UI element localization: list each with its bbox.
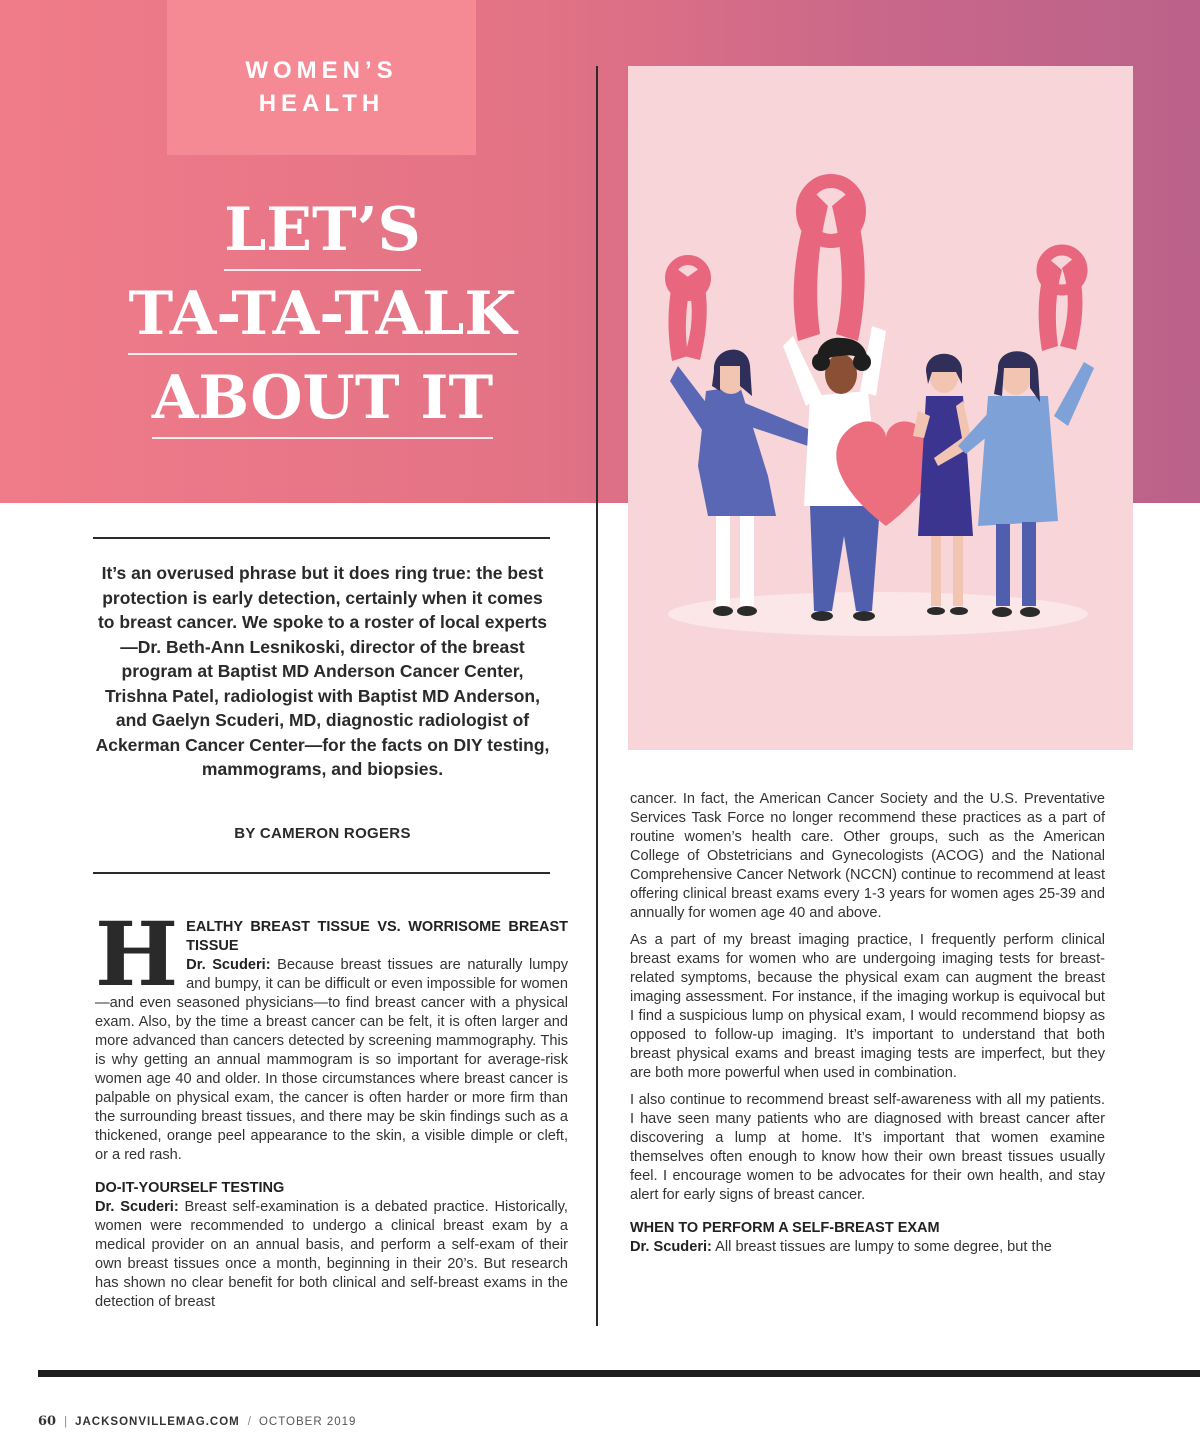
speaker-label: Dr. Scuderi: [95,1199,179,1215]
body-paragraph: I also continue to recommend breast self-awareness with all my patients. I have seen many patients who are diagnosed with breast cancer after discovering a lump at home. It’s important that women examine themselves often enough to know how their own breast tissues usually feel. I encourage women to be advocates for their own health, and stay alert for early signs of breast cancer. [630,1092,1105,1203]
section-heading-diy-testing: DO-IT-YOURSELF TESTING [95,1180,285,1196]
page-footer [38,1414,356,1429]
awareness-ribbons-women-illustration [628,66,1133,750]
speaker-label: Dr. Scuderi: [186,957,271,973]
section-label-box [167,0,476,155]
drop-cap: H [95,902,179,1006]
ribbon-icon-left [669,260,707,361]
footer-rule [38,1370,1200,1377]
byline: BY CAMERON ROGERS [234,825,411,842]
headline-line-1: LET’S [224,195,421,271]
ribbon-icon-right [1039,250,1083,351]
footer-date-separator: / [247,1415,251,1428]
headline-line-2: TA-TA-TALK [128,279,516,355]
right-body-column [630,790,1105,1265]
deck-top-rule [93,537,550,539]
body-paragraph: cancer. In fact, the American Cancer Society and the U.S. Preventative Services Task Force no longer recommend these practices as a part of routine women’s health care. Other groups, such as the American College of Obstetricians and Gynecologists (ACOG) and the National Comprehensive Cancer Network (NCCN) continue to recommend at least offering clinical breast exams every 1-3 years for women ages 25-39 and annually for women age 40 and above. [630,791,1105,921]
left-body-column [95,902,568,1320]
section-heading-self-exam: WHEN TO PERFORM A SELF-BREAST EXAM [630,1220,940,1236]
body-text: Breast self-examination is a debated practice. Historically, women were recommended to undergo a clinical breast exam by a medical provider on an annual basis, and perform a self-exam of their own breast tissues once a month, beginning in their 20’s. But research has shown no clear benefit for both clinical and self-breast exams in the detection of breast [95,1199,568,1310]
woman-figure-3 [913,354,973,615]
footer-site: JACKSONVILLEMAG.COM [75,1415,240,1428]
ribbon-icon-center [794,181,865,341]
footer-separator: | [64,1415,68,1428]
illustration-svg [628,66,1133,750]
deck-bottom-rule [93,872,550,874]
body-paragraph: As a part of my breast imaging practice, I frequently perform clinical breast exams for women who are undergoing imaging tests for breast-related symptoms, because the physical exam can augment the breast imaging assessment. For instance, if the imaging workup is equivocal but I find a suspicious lump on physical exam, I would recommend biopsy as opposed to follow-up imaging. It’s important to understand that both breast physical exams and breast imaging tests are imperfect, but they are both more powerful when used in combination. [630,932,1105,1081]
page-number: 60 [38,1414,57,1429]
body-text: Because breast tissues are naturally lumpy and bumpy, it can be difficult or even impossible for women—and even seasoned physicians—to find breast cancer with a physical exam. Also, by the time a breast cancer can be felt, it is often larger and more advanced than cancers detected by screening mammography. This is why getting an annual mammogram is so important for average-risk women age 40 and older. In those circumstances where breast cancer is palpable on physical exam, the cancer is often harder or more firm than the surrounding breast tissues, and there may be skin findings such as a thickened, orange peel appearance to the skin, a visible dimple or cleft, or a red rash. [95,957,568,1163]
body-text: All breast tissues are lumpy to some degree, but the [711,1239,1052,1255]
column-divider [596,66,598,1326]
section-heading-healthy-tissue: EALTHY BREAST TISSUE VS. WORRISOME BREAST TISSUE [186,919,568,954]
article-deck: It’s an overused phrase but it does ring true: the best protection is early detection, certainly when it comes to breast cancer. We spoke to a roster of local experts—Dr. Beth-Ann Lesnikoski, director of the breast program at Baptist MD Anderson Cancer Center, Trishna Patel, radiologist with Baptist MD Anderson, and Gaelyn Scuderi, MD, diagnostic radiologist of Ackerman Cancer Center—for the facts on DIY testing, mammograms, and biopsies. [95,563,550,779]
headline-line-3: ABOUT IT [152,363,493,439]
footer-date: OCTOBER 2019 [258,1415,357,1428]
speaker-label: Dr. Scuderi: [630,1239,712,1255]
woman-figure-1 [670,350,813,616]
headline [90,195,555,447]
section-label: WOMEN’S HEALTH [245,56,398,117]
woman-figure-4 [958,351,1094,617]
